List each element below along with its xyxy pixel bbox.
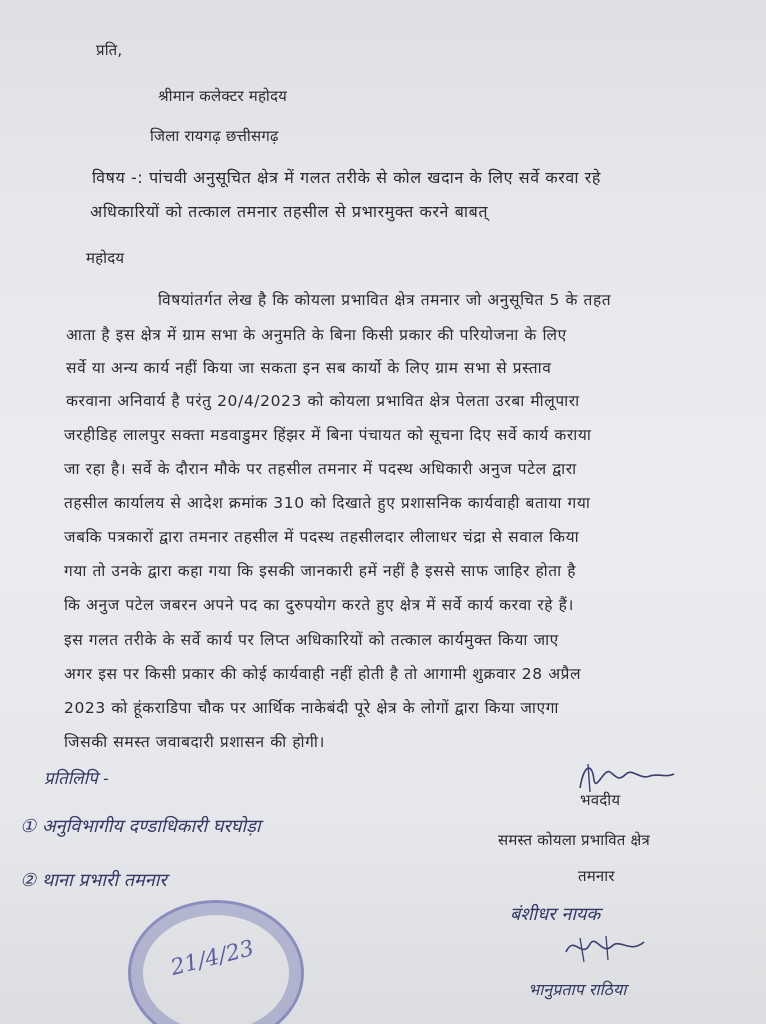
body-line: गया तो उनके द्वारा कहा गया कि इसकी जानकारी हमें नहीं है इससे साफ जाहिर होता है <box>64 562 577 580</box>
signature-scribble-2 <box>560 930 650 966</box>
signer-2: भानुप्रताप राठिया <box>528 980 627 999</box>
copy-item-2: ② थाना प्रभारी तमनार <box>20 870 167 891</box>
body-line: तहसील कार्यालय से आदेश क्रमांक 310 को दिखाते हुए प्रशासनिक कार्यवाही बताया गया <box>64 494 591 512</box>
sender-line-1: समस्त कोयला प्रभावित क्षेत्र <box>498 831 650 849</box>
district: जिला रायगढ़ छत्तीसगढ़ <box>150 127 279 145</box>
body-line: जा रहा है। सर्वे के दौरान मौके पर तहसील तमनार में पदस्थ अधिकारी अनुज पटेल द्वारा <box>64 460 577 478</box>
copy-label: प्रतिलिपि - <box>44 769 109 789</box>
body-line: जिसकी समस्त जवाबदारी प्रशासन की होगी। <box>64 733 325 751</box>
signature-scribble <box>570 758 680 798</box>
signer-1: बंशीधर नायक <box>510 904 601 925</box>
body-line: विषयांतर्गत लेख है कि कोयला प्रभावित क्षेत्र तमनार जो अनुसूचित 5 के तहत <box>158 291 612 309</box>
subject-line-2: अधिकारियों को तत्काल तमनार तहसील से प्रभारमुक्त करने बाबत् <box>90 202 489 221</box>
salutation: महोदय <box>86 249 125 267</box>
copy-item-1: ① अनुविभागीय दण्डाधिकारी घरघोड़ा <box>20 816 261 837</box>
body-line: करवाना अनिवार्य है परंतु 20/4/2023 को कोयला प्रभावित क्षेत्र पेलता उरबा मीलूपारा <box>66 392 580 410</box>
body-line: कि अनुज पटेल जबरन अपने पद का दुरुपयोग करते हुए क्षेत्र में सर्वे कार्य करवा रहे हैं। <box>64 596 574 614</box>
body-line: 2023 को हूंकराडिपा चौक पर आर्थिक नाकेबंदी पूरे क्षेत्र के लोगों द्वारा किया जाएगा <box>64 699 560 717</box>
addressee: श्रीमान कलेक्टर महोदय <box>158 87 288 105</box>
stamp-date: 21/4/23 <box>168 936 257 981</box>
sender-line-2: तमनार <box>578 867 615 885</box>
body-line: जबकि पत्रकारों द्वारा तमनार तहसील में पदस्थ तहसीलदार लीलाधर चंद्रा से सवाल किया <box>64 528 580 546</box>
closing: भवदीय <box>580 791 621 809</box>
subject-line-1: विषय -: पांचवी अनुसूचित क्षेत्र में गलत तरीके से कोल खदान के लिए सर्वे करवा रहे <box>92 168 601 187</box>
body-line: अगर इस पर किसी प्रकार की कोई कार्यवाही नहीं होती है तो आगामी शुक्रवार 28 अप्रैल <box>64 665 582 683</box>
body-line: इस गलत तरीके के सर्वे कार्य पर लिप्त अधिकारियों को तत्काल कार्यमुक्त किया जाए <box>64 631 559 649</box>
body-line: जरहीडिह लालपुर सक्ता मडवाडुमर हिंझर में बिना पंचायत को सूचना दिए सर्वे कार्य कराया <box>64 426 592 444</box>
body-line: सर्वे या अन्य कार्य नहीं किया जा सकता इन सब कार्यो के लिए ग्राम सभा से प्रस्ताव <box>66 359 552 377</box>
to-label: प्रति, <box>96 41 123 59</box>
body-line: आता है इस क्षेत्र में ग्राम सभा के अनुमति के बिना किसी प्रकार की परियोजना के लिए <box>66 326 567 344</box>
